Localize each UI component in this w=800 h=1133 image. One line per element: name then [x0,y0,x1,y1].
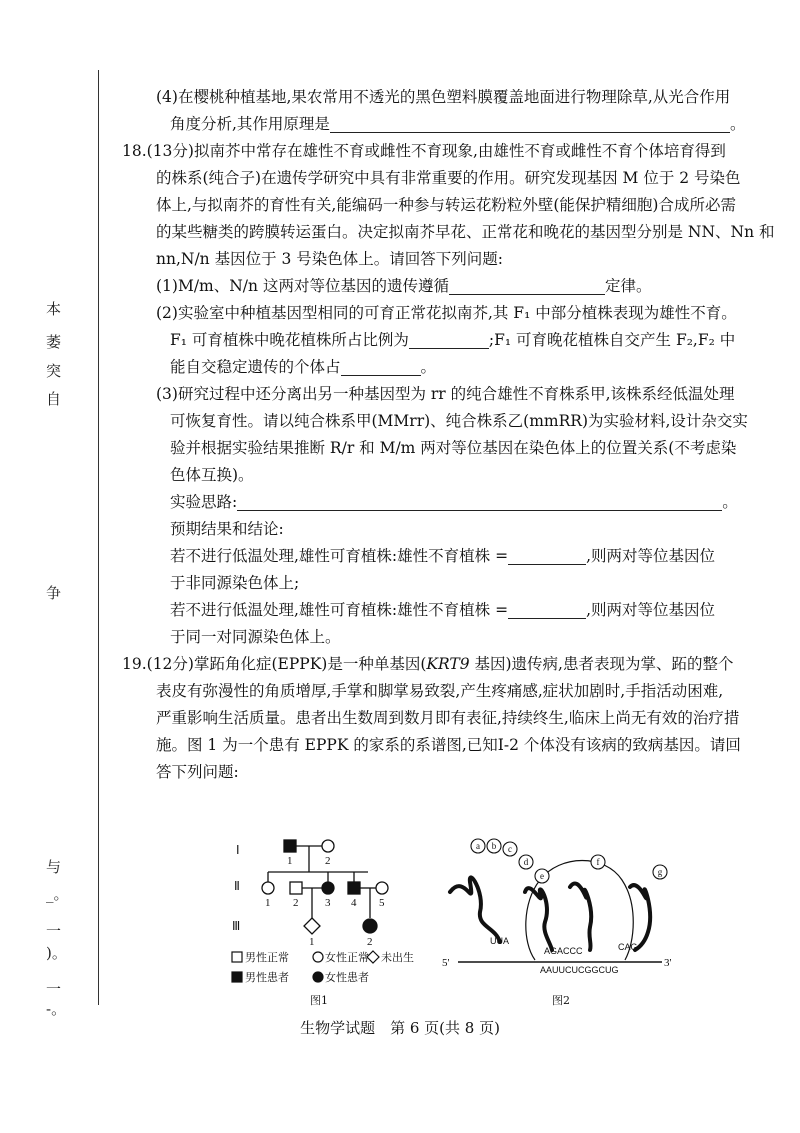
q18-expect-label: 预期结果和结论: [170,520,284,538]
q18-result-text: ,则两对等位基因位 [586,601,716,619]
bead-label: f [596,857,600,867]
normal-female-symbol [376,882,388,894]
q18-part3-line: 可恢复育性。请以纯合株系甲(MMrr)、纯合株系乙(mmRR)为实验材料,设计杂交实 [170,412,748,430]
q18-part1 [122,273,762,300]
q18-result2-line [122,597,762,624]
q18-part2-prompt: 能自交稳定遗传的个体占 [170,358,341,376]
trna-shape [450,877,500,942]
side-char: 自 [46,390,62,408]
normal-female-symbol [262,882,274,894]
side-char: 一 [46,980,62,998]
q18-part3-line: 色体互换)。 [170,466,254,484]
individual-label: 3 [325,897,331,909]
q19-stem-line: 答下列问题: [156,763,239,781]
q18-part3-line: 验并根据实验结果推断 R/r 和 M/m 两对等位基因在染色体上的位置关系(不考虑染 [170,439,737,457]
side-char: -。 [46,1000,67,1018]
binding-margin-line [98,70,99,1005]
q18-part1-suffix: 定律。 [604,277,652,295]
side-char: _。 [46,885,69,903]
answer-blank[interactable] [409,330,489,349]
q18-idea-prompt: 实验思路: [170,493,238,511]
q19-stem-line: 严重影响生活质量。患者出生数周到数月即有表征,持续终生,临床上尚无有效的治疗措 [156,709,740,727]
individual-label: 2 [367,936,373,948]
q18-stem-line: 体上,与拟南芥的育性有关,能编码一种参与转运花粉粒外壁(能保护精细胞)合成所必需 [156,196,736,214]
generation-label: Ⅰ [236,843,240,857]
figure-caption: 图2 [552,994,570,1007]
answer-blank[interactable] [449,276,605,295]
individual-label: 5 [379,897,385,909]
q18-head-text: 18.(13分)拟南芥中常存在雄性不育或雌性不育现象,由雄性不育或雌性不育个体培育得到 [122,142,726,160]
bead-label: g [657,867,663,877]
side-char: 本 [46,300,62,318]
side-char: 萎 [46,333,62,351]
q18-stem-line: nn,N/n 基因位于 3 号染色体上。请回答下列问题: [156,250,504,268]
period: 。 [722,493,738,511]
bead-label: c [508,844,512,854]
q18-result2-cont: 于同一对同源染色体上。 [170,628,341,646]
q18-part3-line: (3)研究过程中还分离出另一种基因型为 rr 的纯合雄性不育株系甲,该株系经低温处理 [156,385,735,403]
q19-stem-line: 表皮有弥漫性的角质增厚,手掌和脚掌易致裂,产生疼痛感,症状加剧时,手指活动困难, [156,682,724,700]
affected-female-symbol [363,919,377,933]
legend-label: 男性患者 [245,971,289,984]
translation-figure [440,832,680,1012]
q18-part2-blank-line [122,354,762,381]
bead-label: a [476,841,480,851]
side-char: 与 [46,858,62,876]
legend-label: 女性正常 [325,951,369,964]
legend-label: 未出生 [381,951,414,964]
q18-stem-line: 的株系(纯合子)在遗传学研究中具有非常重要的作用。研究发现基因 M 位于 2 号染色 [156,169,741,187]
answer-blank[interactable] [508,546,586,565]
q18-result-text: ,则两对等位基因位 [586,547,716,565]
normal-male-symbol [290,882,302,894]
affected-male-symbol [348,882,360,894]
q18-result1-line [122,543,762,570]
answer-blank[interactable] [508,600,586,619]
unborn-symbol [304,918,320,934]
legend-label: 男性正常 [245,951,289,964]
q18-result1-cont: 于非同源染色体上; [170,574,300,592]
q18-result-prompt: 若不进行低温处理,雄性可育植株:雄性不育植株 = [170,547,509,565]
q18-head [122,138,762,165]
q18-part2-line: (2)实验室中种植基因型相同的可育正常花拟南芥,其 F₁ 中部分植株表现为雄性不育。 [156,304,737,322]
generation-label: Ⅲ [232,919,241,933]
figure-caption: 图1 [310,994,328,1007]
anticodon-label: UUA [490,936,510,946]
bead-label: d [523,857,529,867]
anticodon-label: CAG [618,942,638,952]
q18-part2-text: ;F₁ 可育晚花植株自交产生 F₂,F₂ 中 [488,331,736,349]
q19-stem-line: 施。图 1 为一个患有 EPPK 的家系的系谱图,已知Ⅰ-2 个体没有该病的致病基因。请回 [156,736,741,754]
individual-label: 4 [351,897,357,909]
q18-part2-blank-line [122,327,762,354]
generation-label: Ⅱ [234,879,240,893]
q18-stem-line: 的某些糖类的跨膜转运蛋白。决定拟南芥早花、正常花和晚花的基因型分别是 NN、Nn 和 [156,223,775,241]
answer-blank[interactable] [330,114,730,133]
q19-head-text: 基因)遗传病,患者表现为掌、跖的整个 [469,655,734,673]
page-footer: 生物学试题 第 6 页(共 8 页) [300,1019,500,1037]
side-char: 一 [46,922,62,940]
side-char: 争 [46,584,62,602]
q19-head [122,651,762,678]
q17-4-line: (4)在樱桃种植基地,果农常用不透光的黑色塑料膜覆盖地面进行物理除草,从光合作用 [156,88,731,106]
q18-part2-prompt: F₁ 可育植株中晚花植株所占比例为 [170,331,409,349]
individual-label: 2 [325,855,331,867]
trna-shape [525,888,552,950]
individual-label: 1 [309,936,315,948]
anticodon-label: AGACCC [544,946,583,956]
five-prime-label: 5' [442,957,450,969]
side-char: 突 [46,362,62,380]
question-content [122,84,775,786]
period: 。 [729,115,746,133]
trna-shape [570,884,591,950]
bead-label: e [540,871,544,881]
normal-female-symbol [322,840,334,852]
affected-male-symbol [284,840,296,852]
individual-label: 1 [265,897,271,909]
mrna-sequence: AAUUCUCGGCUG [540,965,619,975]
q18-result-prompt: 若不进行低温处理,雄性可育植株:雄性不育植株 = [170,601,509,619]
period: 。 [420,358,437,376]
pedigree-figure [228,832,428,1012]
bead-label: b [491,841,497,851]
q19-gene-name: KRT9 [426,655,470,673]
three-prime-label: 3' [664,957,672,969]
q17-4-answer-line [122,111,762,138]
affected-female-symbol [322,882,334,894]
side-char: )。 [46,944,67,962]
legend-label: 女性患者 [325,971,369,984]
q18-part1-prompt: (1)M/m、N/n 这两对等位基因的遗传遵循 [156,277,449,295]
individual-label: 1 [287,855,293,867]
q17-4-prompt: 角度分析,其作用原理是 [170,115,330,133]
answer-blank[interactable] [237,492,722,511]
q19-head-text: 19.(12分)掌跖角化症(EPPK)是一种单基因( [122,655,427,673]
individual-label: 2 [293,897,299,909]
answer-blank[interactable] [341,357,421,376]
q18-idea-line [122,489,762,516]
